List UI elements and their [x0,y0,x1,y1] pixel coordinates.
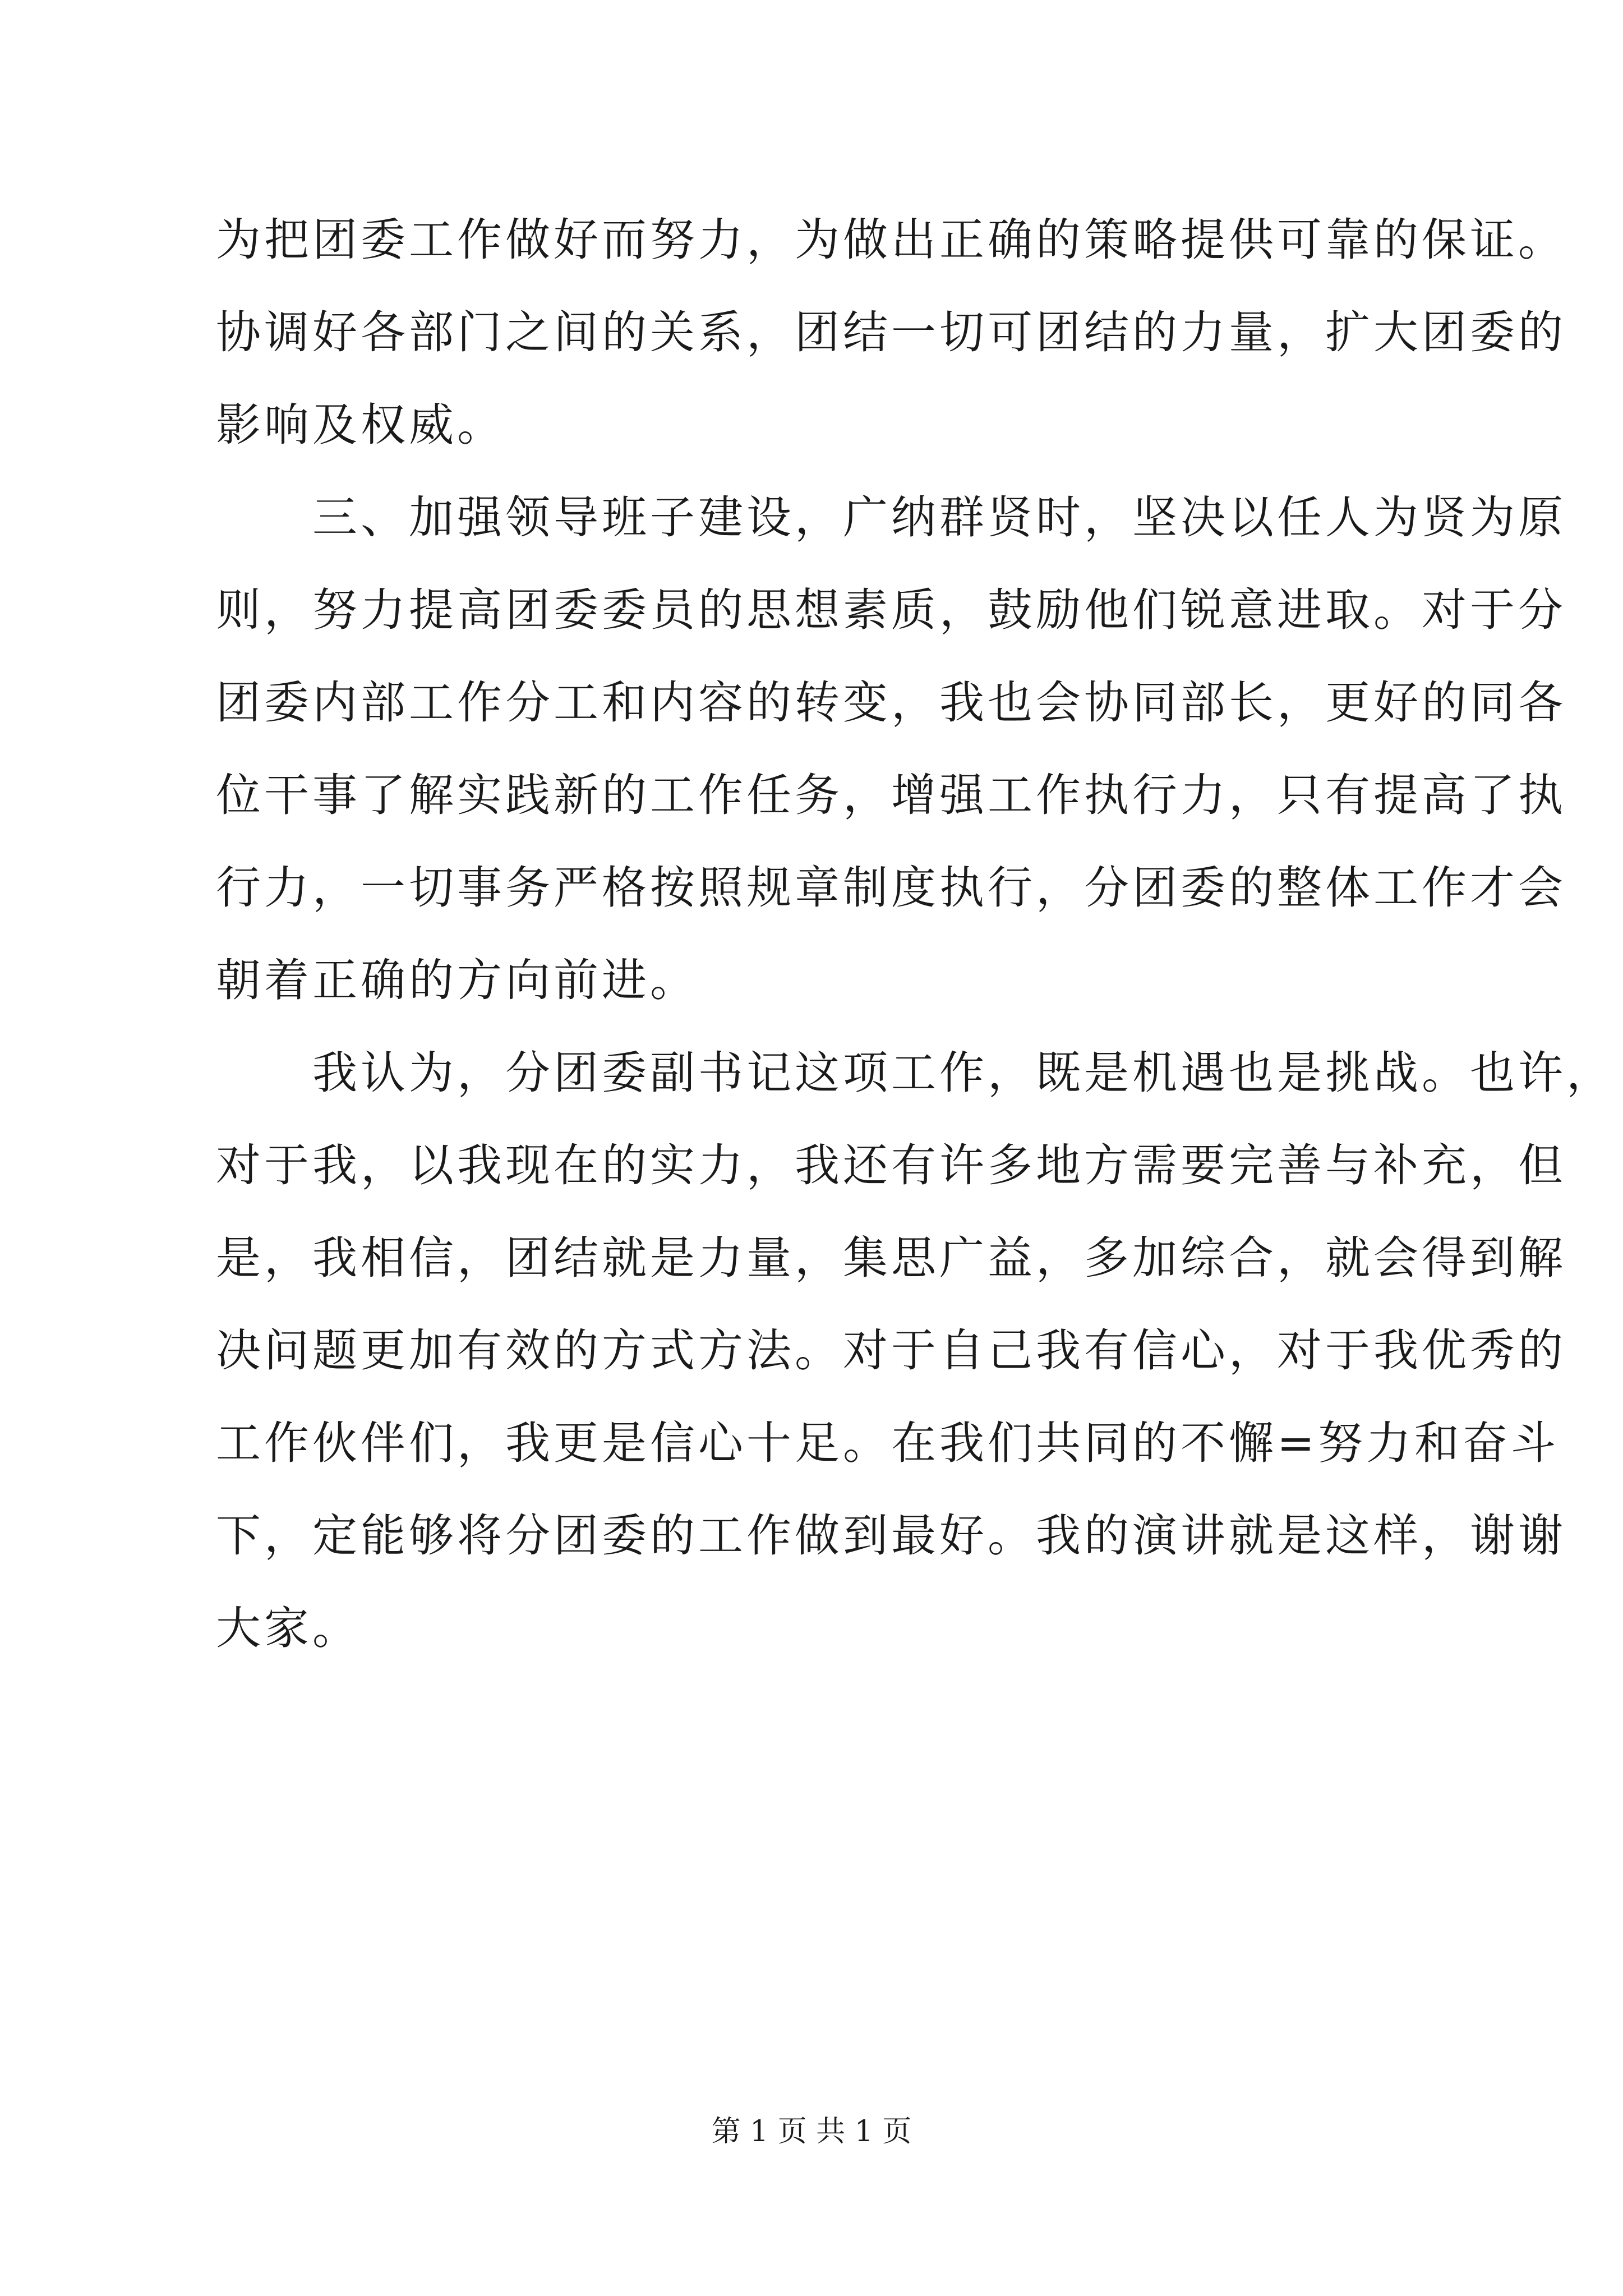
text-line: 位干事了解实践新的工作任务，增强工作执行力，只有提高了执 [216,769,1566,821]
text-line: 行力，一切事务严格按照规章制度执行，分团委的整体工作才会 [216,862,1566,914]
text-line: 则，努力提高团委委员的思想素质，鼓励他们锐意进取。对于分 [216,584,1566,636]
text-line: 协调好各部门之间的关系，团结一切可团结的力量，扩大团委的 [216,306,1566,358]
body-text [216,194,1615,1674]
text-line: 工作伙伴们，我更是信心十足。在我们共同的不懈=努力和奋斗 [216,1417,1560,1469]
text-line: 大家。 [216,1602,361,1654]
text-line: 三、加强领导班子建设，广纳群贤时，坚决以任人为贤为原 [216,491,1566,544]
text-line: 团委内部工作分工和内容的转变，我也会协同部长，更好的同各 [216,677,1566,729]
text-line: 影响及权威。 [216,399,505,451]
text-line: 为把团委工作做好而努力，为做出正确的策略提供可靠的保证。 [216,214,1566,266]
text-line: 决问题更加有效的方式方法。对于自己我有信心，对于我优秀的 [216,1324,1566,1377]
text-line: 朝着正确的方向前进。 [216,954,698,1006]
text-line: 我认为，分团委副书记这项工作，既是机遇也是挑战。也许， [216,1047,1615,1099]
text-line: 对于我，以我现在的实力，我还有许多地方需要完善与补充，但 [216,1139,1566,1191]
page-number-footer: 第 1 页 共 1 页 [711,2115,912,2148]
text-line: 下，定能够将分团委的工作做到最好。我的演讲就是这样，谢谢 [216,1510,1566,1562]
text-line: 是，我相信，团结就是力量，集思广益，多加综合，就会得到解 [216,1232,1566,1284]
